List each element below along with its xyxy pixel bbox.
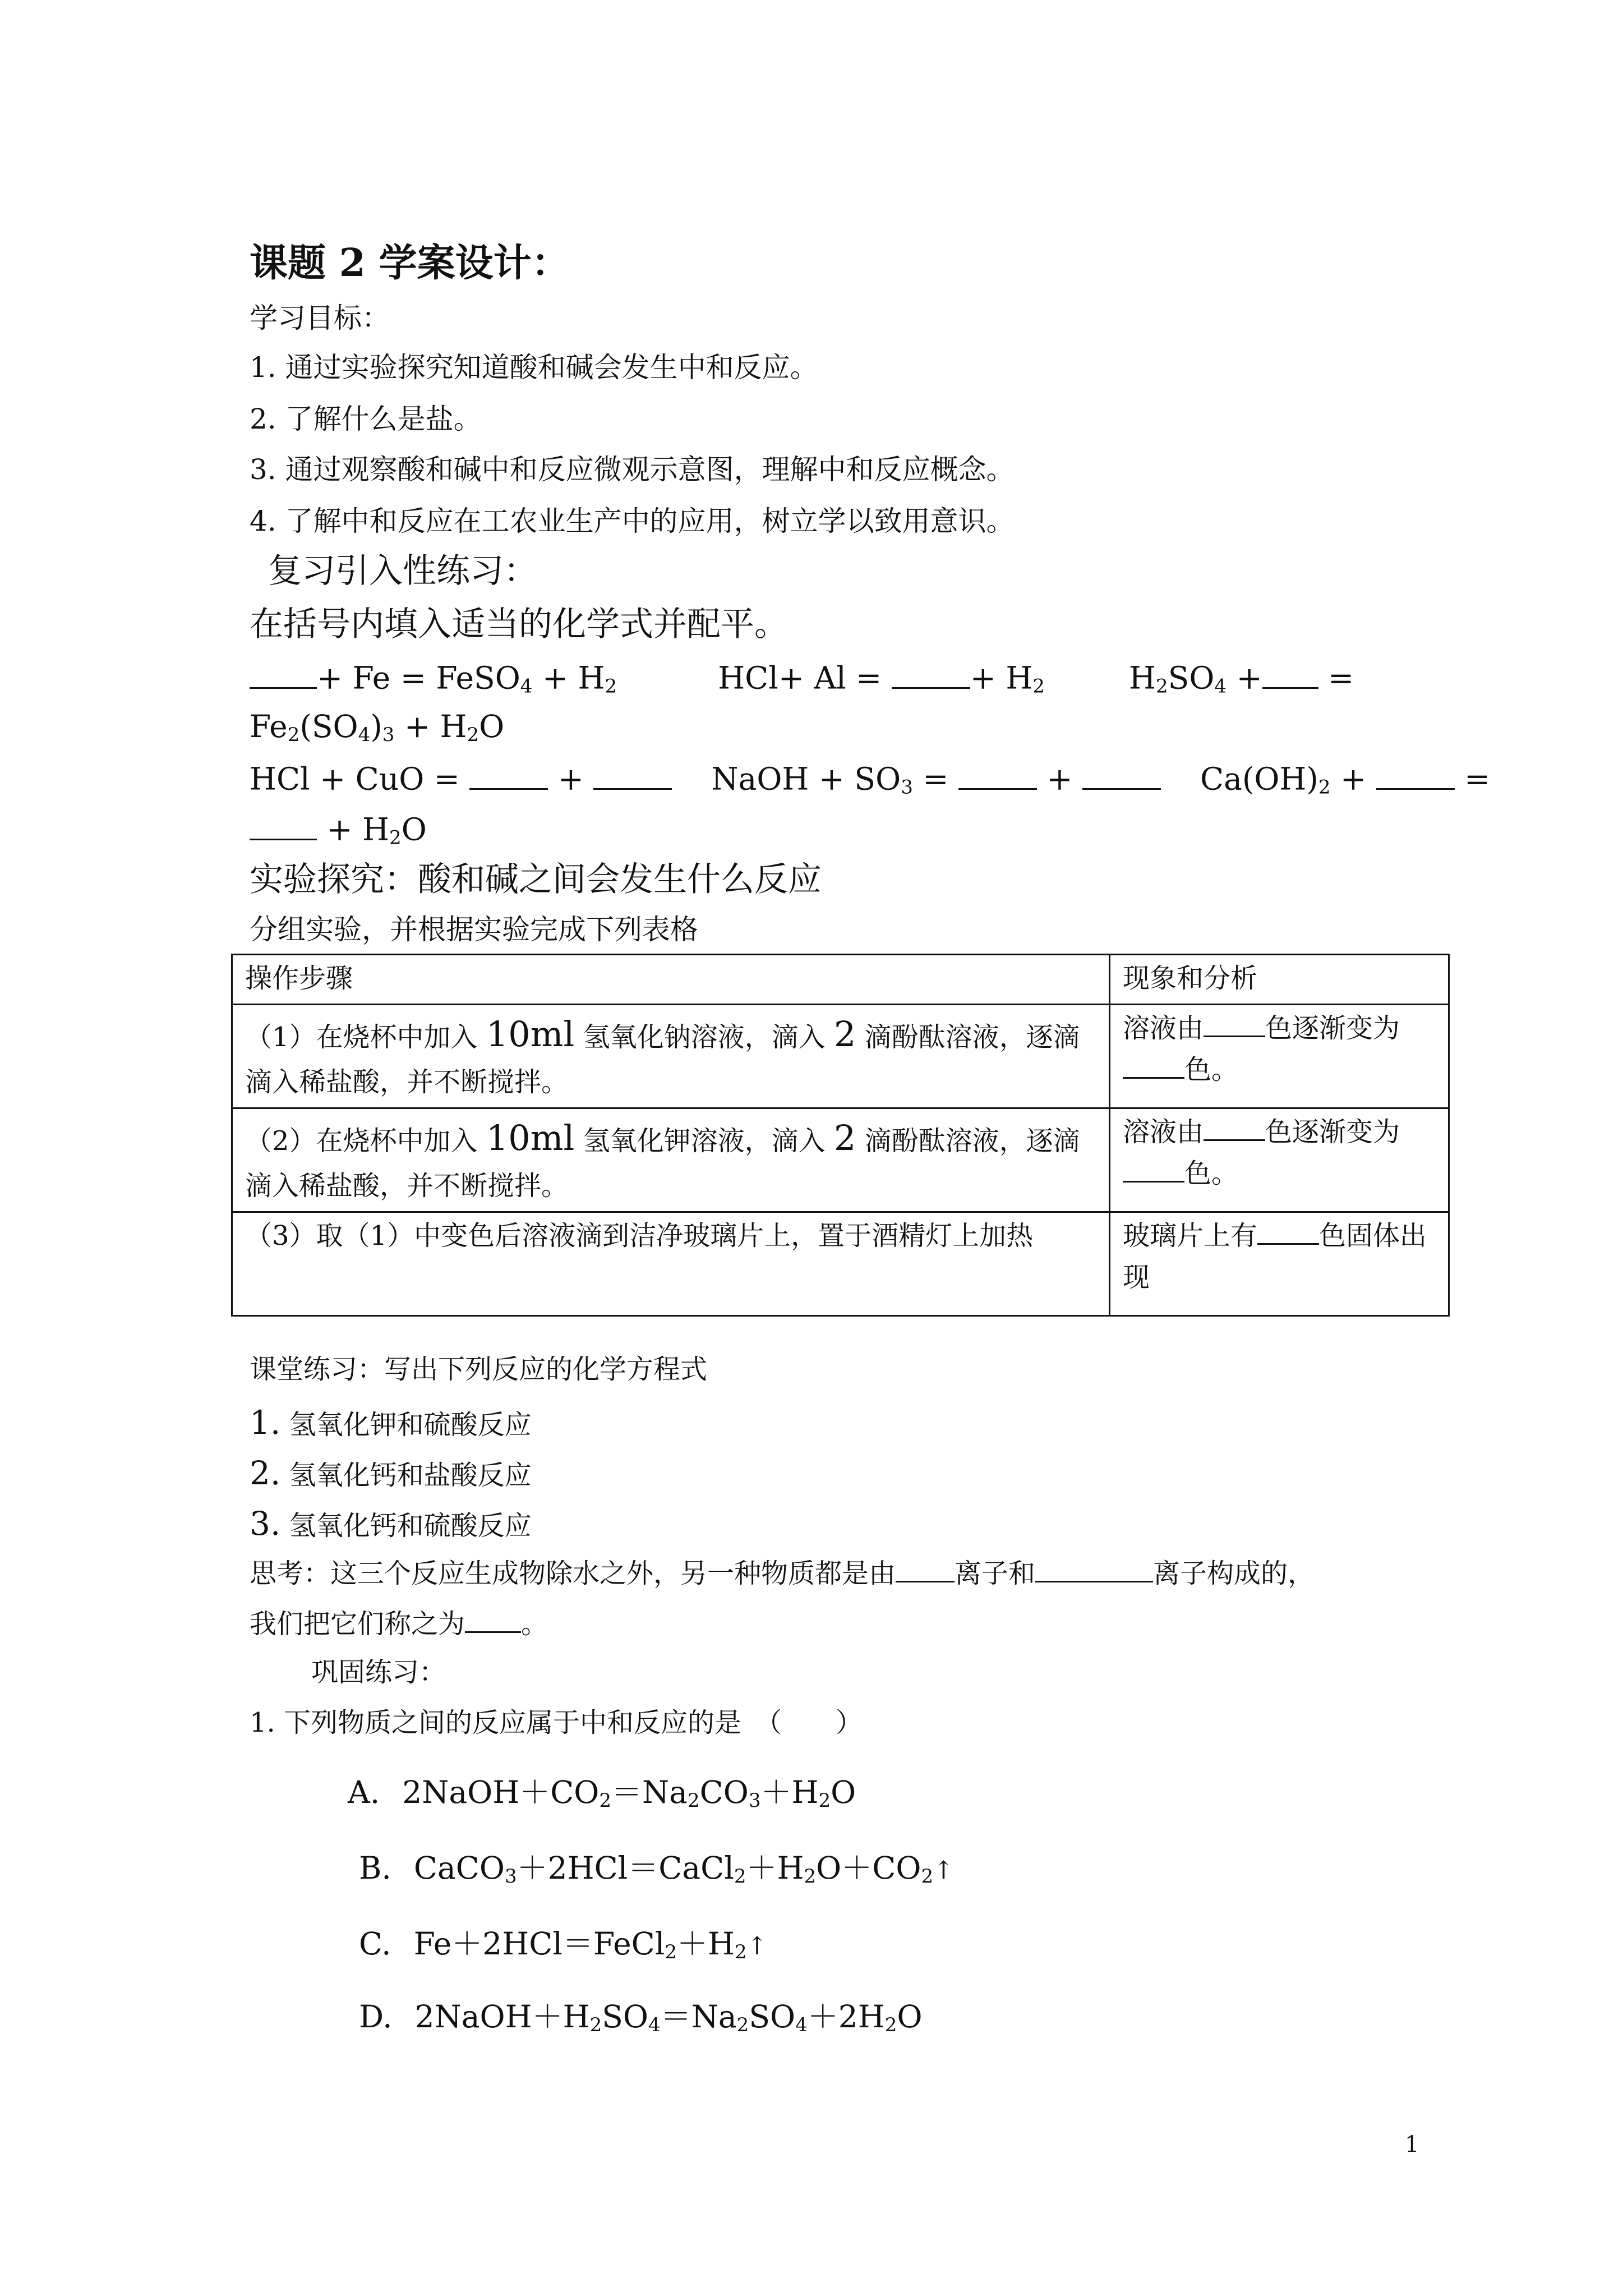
practice-item-2: 2. 氢氧化钙和盐酸反应 xyxy=(250,1454,532,1492)
practice-item-1: 1. 氢氧化钾和硫酸反应 xyxy=(250,1404,532,1442)
objective-item-2: 2. 了解什么是盐。 xyxy=(250,403,482,435)
consolidate-heading: 巩固练习： xyxy=(311,1657,446,1688)
answer-blank[interactable] xyxy=(892,659,970,689)
table-header-row xyxy=(232,955,1449,1005)
answer-blank[interactable] xyxy=(250,659,317,689)
answer-blank[interactable] xyxy=(465,1607,521,1633)
answer-blank[interactable] xyxy=(469,760,548,790)
objectives-heading: 学习目标： xyxy=(250,302,390,334)
review-heading: 复习引入性练习： xyxy=(268,551,537,591)
step-cell: （2）在烧杯中加入 10ml 氢氧化钾溶液，滴入 2 滴酚酞溶液，逐滴滴入稀盐酸，并不断搅拌。 xyxy=(232,1108,1110,1212)
table-header-steps: 操作步骤 xyxy=(232,955,1110,1005)
consolidate-question: 1. 下列物质之间的反应属于中和反应的是 （ ） xyxy=(250,1707,863,1738)
step-cell: （1）在烧杯中加入 10ml 氢氧化钠溶液，滴入 2 滴酚酞溶液，逐滴滴入稀盐酸，并不断搅拌。 xyxy=(232,1005,1110,1108)
answer-blank[interactable] xyxy=(1204,1011,1265,1037)
think-question-cont: 我们把它们称之为 。 xyxy=(250,1607,548,1639)
answer-blank[interactable] xyxy=(250,811,317,840)
answer-blank[interactable] xyxy=(1035,1557,1153,1582)
equation-line-3: HCl + CuO = + NaOH + $SO_3$ = + $Ca(OH)_2$ + = xyxy=(250,761,1491,799)
answer-blank[interactable] xyxy=(1123,1053,1184,1079)
page-number: 1 xyxy=(1405,2132,1419,2157)
table-row xyxy=(232,1005,1449,1108)
result-cell: 溶液由 色逐渐变为 色。 xyxy=(1110,1005,1449,1108)
answer-blank[interactable] xyxy=(593,760,672,790)
table-row xyxy=(232,1212,1449,1316)
option-a[interactable]: A. $2NaOH+CO_2=Na_2CO_3+H_2O$ xyxy=(348,1774,856,1812)
result-cell: 玻璃片上有 色固体出现 xyxy=(1110,1212,1449,1316)
objective-item-1: 1. 通过实验探究知道酸和碱会发生中和反应。 xyxy=(250,351,818,384)
page-title: 课题 2 学案设计： xyxy=(250,241,570,286)
option-d[interactable]: D. $2NaOH+H_2SO_4=Na_2SO_4+2H_2O$ xyxy=(359,1999,923,2036)
equation-line-2: $Fe_2(SO_4)_3 + H_2O$ xyxy=(250,708,505,746)
answer-blank[interactable] xyxy=(1376,760,1455,790)
answer-blank[interactable] xyxy=(1123,1157,1184,1182)
table-header-results: 现象和分析 xyxy=(1110,955,1449,1005)
experiment-table xyxy=(231,954,1450,1317)
experiment-subheading: 分组实验，并根据实验完成下列表格 xyxy=(250,913,698,946)
objective-item-3: 3. 通过观察酸和碱中和反应微观示意图，理解中和反应概念。 xyxy=(250,453,1015,486)
result-cell: 溶液由 色逐渐变为 色。 xyxy=(1110,1108,1449,1212)
step-cell: （3）取（1）中变色后溶液滴到洁净玻璃片上，置于酒精灯上加热 xyxy=(232,1212,1110,1316)
option-c[interactable]: C. $Fe+2HCl=FeCl_2+H_2↑$ xyxy=(359,1926,768,1963)
review-instruction: 在括号内填入适当的化学式并配平。 xyxy=(250,605,788,644)
answer-blank[interactable] xyxy=(1204,1115,1265,1141)
experiment-heading: 实验探究：酸和碱之间会发生什么反应 xyxy=(250,860,822,899)
equation-line-4: + $H_2O$ xyxy=(250,811,427,849)
objective-item-4: 4. 了解中和反应在工农业生产中的应用，树立学以致用意识。 xyxy=(250,505,1015,537)
think-question: 思考：这三个反应生成物除水之外，另一种物质都是由 离子和 离子构成的， xyxy=(250,1557,1315,1589)
equation-line-1: + Fe = FeSO$_4$ + $H_2$ HCl+ Al = + $H_2$ $H_2SO_4$ + = xyxy=(250,659,1354,697)
answer-blank[interactable] xyxy=(1262,659,1318,689)
option-b[interactable]: B. $CaCO_3+2HCl=CaCl_2+H_2O+CO_2↑$ xyxy=(359,1850,954,1888)
answer-blank[interactable] xyxy=(1257,1219,1319,1245)
answer-blank[interactable] xyxy=(896,1557,955,1582)
answer-blank[interactable] xyxy=(1082,760,1161,790)
practice-item-3: 3. 氢氧化钙和硫酸反应 xyxy=(250,1504,532,1543)
table-row xyxy=(232,1108,1449,1212)
practice-heading: 课堂练习：写出下列反应的化学方程式 xyxy=(250,1354,708,1385)
answer-blank[interactable] xyxy=(958,760,1037,790)
